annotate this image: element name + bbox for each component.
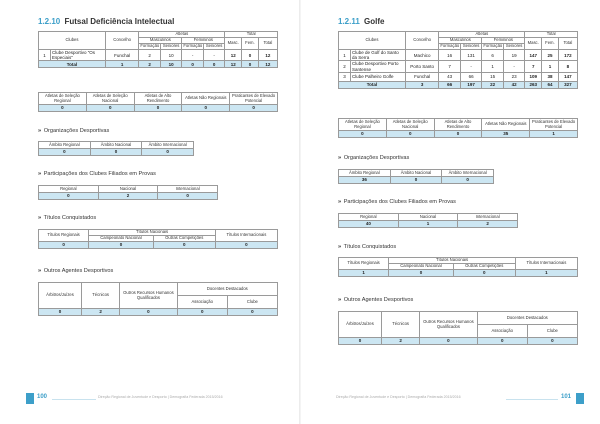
header-ambito-internacional: Âmbito Internacional bbox=[142, 142, 194, 149]
header-total: Total bbox=[525, 32, 578, 38]
table-row bbox=[39, 50, 278, 61]
header-tot: Total bbox=[558, 38, 577, 50]
page-number: 100 bbox=[37, 394, 48, 400]
cell-total-fem: 0 bbox=[242, 50, 259, 61]
club-concelho: Funchal bbox=[405, 72, 438, 81]
table-cell: 0 bbox=[227, 309, 277, 316]
header-associacao: Associação bbox=[177, 296, 227, 309]
heading-text: Participações dos Clubes Filiados em Provas bbox=[43, 171, 156, 177]
table-cell: 0 bbox=[134, 105, 182, 112]
footer-line bbox=[506, 399, 558, 400]
header-alto-rendimento: Atletas de Alto Rendimento bbox=[434, 119, 482, 131]
club-concelho: Machico bbox=[405, 50, 438, 61]
heading-outros-agentes: » Outros Agentes Desportivos bbox=[38, 268, 114, 274]
header-docentes: Docentes Destacados bbox=[177, 283, 277, 296]
header-clube: Clube bbox=[227, 296, 277, 309]
table-row bbox=[39, 309, 278, 316]
cell-masc-seniores: 131 bbox=[460, 50, 482, 61]
header-titulos-nacionais: Títulos Nacionais bbox=[89, 230, 216, 236]
cell-total-masc: 147 bbox=[525, 50, 542, 61]
selection-table bbox=[38, 92, 278, 112]
section-name: Futsal Deficiência Intelectual bbox=[64, 17, 175, 26]
section-number: 1.2.11 bbox=[338, 17, 360, 26]
header-nacional: Nacional bbox=[398, 214, 458, 221]
footer-line bbox=[52, 399, 96, 400]
table-cell: 0 bbox=[527, 338, 577, 345]
header-ambito-internacional: Âmbito Internacional bbox=[442, 170, 494, 177]
header-masc: Masc. bbox=[225, 38, 242, 50]
athletes-table bbox=[338, 31, 578, 89]
table-cell: 0 bbox=[177, 309, 227, 316]
header-tot: Total bbox=[258, 38, 277, 50]
total-fem: 0 bbox=[242, 61, 259, 68]
footer-text: Direção Regional de Juventude e Desporto | Demografia Federada 2015/2016 bbox=[336, 395, 461, 399]
table-row bbox=[339, 72, 578, 81]
header-formacao: Formação bbox=[183, 43, 203, 49]
cell-masc-seniores: 10 bbox=[160, 50, 182, 61]
table-cell: 2 bbox=[458, 221, 518, 228]
heading-outros-agentes: » Outros Agentes Desportivos bbox=[338, 297, 414, 303]
header-seniores: Seniores bbox=[203, 44, 225, 50]
table-row bbox=[339, 131, 578, 138]
header-regional: Regional bbox=[39, 186, 99, 193]
table-cell: 0 bbox=[39, 149, 91, 156]
cell-fem-formacao: 6 bbox=[482, 50, 504, 61]
row-number: 1 bbox=[339, 50, 351, 61]
club-concelho: Funchal bbox=[105, 50, 138, 61]
org-table bbox=[38, 141, 194, 156]
table-cell: 0 bbox=[339, 338, 382, 345]
total-total: 327 bbox=[558, 81, 577, 88]
heading-text: Organizações Desportivas bbox=[343, 155, 410, 161]
table-row bbox=[339, 270, 578, 277]
row-number: 3 bbox=[339, 72, 351, 81]
cell-total-fem: 38 bbox=[542, 72, 559, 81]
cell-masc-seniores: - bbox=[460, 61, 482, 72]
header-ambito-nacional: Âmbito Nacional bbox=[90, 142, 142, 149]
cell-fem-seniores: - bbox=[203, 50, 225, 61]
total-masc: 263 bbox=[525, 81, 542, 88]
header-outras-competicoes: Outras Competições bbox=[153, 236, 215, 242]
heading-organizacoes: » Organizações Desportivas bbox=[38, 128, 110, 134]
header-recursos-humanos: Outros Recursos Humanos Qualificados bbox=[120, 283, 177, 309]
total-fem-seniores: 42 bbox=[503, 81, 525, 88]
table-cell: 1 bbox=[530, 131, 578, 138]
table-cell: 0 bbox=[86, 105, 134, 112]
heading-text: Participações dos Clubes Filiados em Provas bbox=[343, 199, 456, 205]
table-cell: 0 bbox=[389, 270, 454, 277]
page-tab-marker bbox=[576, 393, 584, 404]
page-right bbox=[300, 0, 600, 424]
heading-organizacoes: » Organizações Desportivas bbox=[338, 155, 410, 161]
header-atletas: Atletas bbox=[139, 32, 225, 38]
cell-masc-seniores: 66 bbox=[460, 72, 482, 81]
page-number: 101 bbox=[561, 394, 572, 400]
table-row bbox=[339, 177, 494, 184]
header-regional: Regional bbox=[339, 214, 399, 221]
table-row bbox=[339, 61, 578, 72]
table-cell: 40 bbox=[339, 221, 399, 228]
table-cell: 1 bbox=[398, 221, 458, 228]
total-masc-seniores: 197 bbox=[460, 81, 482, 88]
table-cell: 0 bbox=[39, 105, 87, 112]
header-ambito-regional: Âmbito Regional bbox=[39, 142, 91, 149]
header-ambito-nacional: Âmbito Nacional bbox=[390, 170, 442, 177]
table-cell: 0 bbox=[89, 242, 154, 249]
table-cell: 0 bbox=[390, 177, 442, 184]
cell-total-masc: 109 bbox=[525, 72, 542, 81]
header-masculinos: Masculinos bbox=[139, 38, 182, 44]
table-cell: 0 bbox=[158, 193, 218, 200]
header-associacao: Associação bbox=[477, 325, 527, 338]
table-cell: 0 bbox=[442, 177, 494, 184]
header-tecnicos: Técnicos bbox=[382, 312, 420, 338]
total-masc: 12 bbox=[225, 61, 242, 68]
table-cell: 0 bbox=[39, 242, 89, 249]
cell-fem-seniores: 23 bbox=[503, 72, 525, 81]
club-name: Clube Palheiro Golfe bbox=[350, 72, 405, 81]
header-atletas: Atletas bbox=[439, 32, 525, 38]
heading-titulos: » Títulos Conquistados bbox=[338, 244, 397, 250]
table-cell: 0 bbox=[386, 131, 434, 138]
athletes-table bbox=[38, 31, 278, 68]
heading-participacoes: » Participações dos Clubes Filiados em Provas bbox=[338, 199, 456, 205]
header-sel-regional: Atletas de Seleção Regional bbox=[339, 119, 387, 131]
header-clubes: Clubes bbox=[339, 32, 406, 50]
heading-participacoes: » Participações dos Clubes Filiados em Provas bbox=[38, 171, 156, 177]
cell-masc-formacao: 16 bbox=[439, 50, 461, 61]
page-footer bbox=[0, 390, 300, 408]
heading-titulos: » Títulos Conquistados bbox=[38, 215, 97, 221]
total-fem: 64 bbox=[542, 81, 559, 88]
header-clubes: Clubes bbox=[39, 32, 106, 50]
footer-text: Direção Regional de Juventude e Desporto | Demografia Federada 2015/2016 bbox=[98, 395, 223, 399]
cell-masc-formacao: 7 bbox=[439, 61, 461, 72]
table-row bbox=[339, 221, 518, 228]
header-nao-regionais: Atletas Não Regionais bbox=[482, 119, 530, 131]
club-concelho: Porto Santo bbox=[405, 61, 438, 72]
section-title bbox=[338, 17, 385, 26]
header-seniores: Seniores bbox=[460, 44, 482, 50]
header-formacao: Formação bbox=[140, 43, 160, 49]
header-elevado-potencial: Praticantes de Elevado Potencial bbox=[530, 119, 578, 131]
table-cell: 35 bbox=[482, 131, 530, 138]
header-clube: Clube bbox=[527, 325, 577, 338]
table-cell: 1 bbox=[339, 270, 389, 277]
table-cell: 0 bbox=[339, 131, 387, 138]
header-seniores: Seniores bbox=[160, 44, 182, 50]
cell-masc-formacao: 43 bbox=[439, 72, 461, 81]
page-footer bbox=[300, 390, 600, 408]
header-total: Total bbox=[225, 32, 278, 38]
header-arbitros: Árbitros/Juízes bbox=[39, 283, 82, 309]
table-cell: 0 bbox=[230, 105, 278, 112]
table-cell: 0 bbox=[434, 131, 482, 138]
total-total: 12 bbox=[258, 61, 277, 68]
table-row bbox=[339, 338, 578, 345]
table-cell: 0 bbox=[90, 149, 142, 156]
header-elevado-potencial: Praticantes de Elevado Potencial bbox=[230, 93, 278, 105]
header-femininos: Femininos bbox=[482, 38, 525, 44]
total-fem-seniores: 0 bbox=[203, 61, 225, 68]
total-masc-formacao: 2 bbox=[139, 61, 161, 68]
table-cell: 0 bbox=[453, 270, 515, 277]
header-titulos-regionais: Títulos Regionais bbox=[39, 230, 89, 242]
heading-text: Organizações Desportivas bbox=[43, 128, 110, 134]
table-cell: 0 bbox=[39, 309, 82, 316]
header-internacional: Internacional bbox=[158, 186, 218, 193]
header-sel-nacional: Atletas de Seleção Nacional bbox=[86, 93, 134, 105]
cell-fem-formacao: 1 bbox=[482, 61, 504, 72]
header-sel-regional: Atletas de Seleção Regional bbox=[39, 93, 87, 105]
total-fem-formacao: 0 bbox=[182, 61, 204, 68]
titles-table bbox=[38, 229, 278, 249]
header-concelho: Concelho bbox=[405, 32, 438, 50]
heading-text: Títulos Conquistados bbox=[43, 215, 97, 221]
club-name: Clube Desportivo "Os Especiais" bbox=[50, 50, 105, 61]
header-titulos-internacionais: Títulos Internacionais bbox=[215, 230, 277, 242]
club-name: Clube Desportivo Porto Santense bbox=[350, 61, 405, 72]
heading-text: Outros Agentes Desportivos bbox=[43, 268, 114, 274]
table-cell: 0 bbox=[477, 338, 527, 345]
total-concelho: 1 bbox=[105, 61, 138, 68]
agents-table bbox=[38, 282, 278, 316]
table-row bbox=[339, 50, 578, 61]
heading-text: Títulos Conquistados bbox=[343, 244, 397, 250]
header-ambito-regional: Âmbito Regional bbox=[339, 170, 391, 177]
header-fem: Fem. bbox=[242, 38, 259, 50]
table-cell: 2 bbox=[98, 193, 158, 200]
table-cell: 2 bbox=[82, 309, 120, 316]
header-alto-rendimento: Atletas de Alto Rendimento bbox=[134, 93, 182, 105]
table-cell: 2 bbox=[382, 338, 420, 345]
header-nao-regionais: Atletas Não Regionais bbox=[182, 93, 230, 105]
header-arbitros: Árbitros/Juízes bbox=[339, 312, 382, 338]
table-cell: 0 bbox=[182, 105, 230, 112]
total-label: Total bbox=[339, 81, 406, 88]
table-cell: 1 bbox=[515, 270, 577, 277]
table-cell: 36 bbox=[339, 177, 391, 184]
header-nacional: Nacional bbox=[98, 186, 158, 193]
total-label: Total bbox=[39, 61, 106, 68]
page-tab-marker bbox=[26, 393, 34, 404]
total-masc-formacao: 66 bbox=[439, 81, 461, 88]
table-cell: 0 bbox=[39, 193, 99, 200]
header-titulos-regionais: Títulos Regionais bbox=[339, 258, 389, 270]
participation-table bbox=[338, 213, 518, 228]
header-formacao: Formação bbox=[483, 43, 503, 49]
header-fem: Fem. bbox=[542, 38, 559, 50]
header-docentes: Docentes Destacados bbox=[477, 312, 577, 325]
header-tecnicos: Técnicos bbox=[82, 283, 120, 309]
total-row bbox=[339, 81, 578, 88]
header-femininos: Femininos bbox=[182, 38, 225, 44]
row-number: 2 bbox=[339, 61, 351, 72]
table-row bbox=[39, 193, 218, 200]
cell-total: 147 bbox=[558, 72, 577, 81]
cell-total: 172 bbox=[558, 50, 577, 61]
total-fem-formacao: 22 bbox=[482, 81, 504, 88]
cell-total-fem: 25 bbox=[542, 50, 559, 61]
agents-table bbox=[338, 311, 578, 345]
section-number: 1.2.10 bbox=[38, 17, 61, 26]
header-concelho: Concelho bbox=[105, 32, 138, 50]
cell-fem-formacao: 15 bbox=[482, 72, 504, 81]
section-name: Golfe bbox=[364, 17, 385, 26]
table-cell: 0 bbox=[420, 338, 477, 345]
club-name: Clube de Golf do Santo da Serra bbox=[350, 50, 405, 61]
header-campeonato-nacional: Campeonato Nacional bbox=[389, 264, 454, 270]
selection-table bbox=[338, 118, 578, 138]
table-row bbox=[39, 149, 194, 156]
table-cell: 0 bbox=[153, 242, 215, 249]
cell-total-masc: 12 bbox=[225, 50, 242, 61]
total-row bbox=[39, 61, 278, 68]
row-number: 1 bbox=[39, 50, 51, 61]
cell-total-fem: 1 bbox=[542, 61, 559, 72]
table-row bbox=[39, 242, 278, 249]
header-outras-competicoes: Outras Competições bbox=[453, 264, 515, 270]
cell-masc-formacao: 2 bbox=[139, 50, 161, 61]
header-masculinos: Masculinos bbox=[439, 38, 482, 44]
table-cell: 0 bbox=[142, 149, 194, 156]
titles-table bbox=[338, 257, 578, 277]
section-title bbox=[38, 17, 174, 26]
table-cell: 0 bbox=[120, 309, 177, 316]
header-titulos-internacionais: Títulos Internacionais bbox=[515, 258, 577, 270]
header-internacional: Internacional bbox=[458, 214, 518, 221]
header-campeonato-nacional: Campeonato Nacional bbox=[89, 236, 154, 242]
cell-total: 12 bbox=[258, 50, 277, 61]
cell-fem-seniores: - bbox=[503, 61, 525, 72]
header-recursos-humanos: Outros Recursos Humanos Qualificados bbox=[420, 312, 477, 338]
cell-total-masc: 7 bbox=[525, 61, 542, 72]
total-masc-seniores: 10 bbox=[160, 61, 182, 68]
heading-text: Outros Agentes Desportivos bbox=[343, 297, 414, 303]
table-cell: 0 bbox=[215, 242, 277, 249]
participation-table bbox=[38, 185, 218, 200]
header-masc: Masc. bbox=[525, 38, 542, 50]
header-titulos-nacionais: Títulos Nacionais bbox=[389, 258, 516, 264]
table-row bbox=[39, 105, 278, 112]
cell-fem-formacao: - bbox=[182, 50, 204, 61]
total-concelho: 3 bbox=[405, 81, 438, 88]
header-seniores: Seniores bbox=[503, 44, 525, 50]
header-sel-nacional: Atletas de Seleção Nacional bbox=[386, 119, 434, 131]
cell-total: 8 bbox=[558, 61, 577, 72]
org-table bbox=[338, 169, 494, 184]
header-formacao: Formação bbox=[440, 43, 460, 49]
cell-fem-seniores: 19 bbox=[503, 50, 525, 61]
